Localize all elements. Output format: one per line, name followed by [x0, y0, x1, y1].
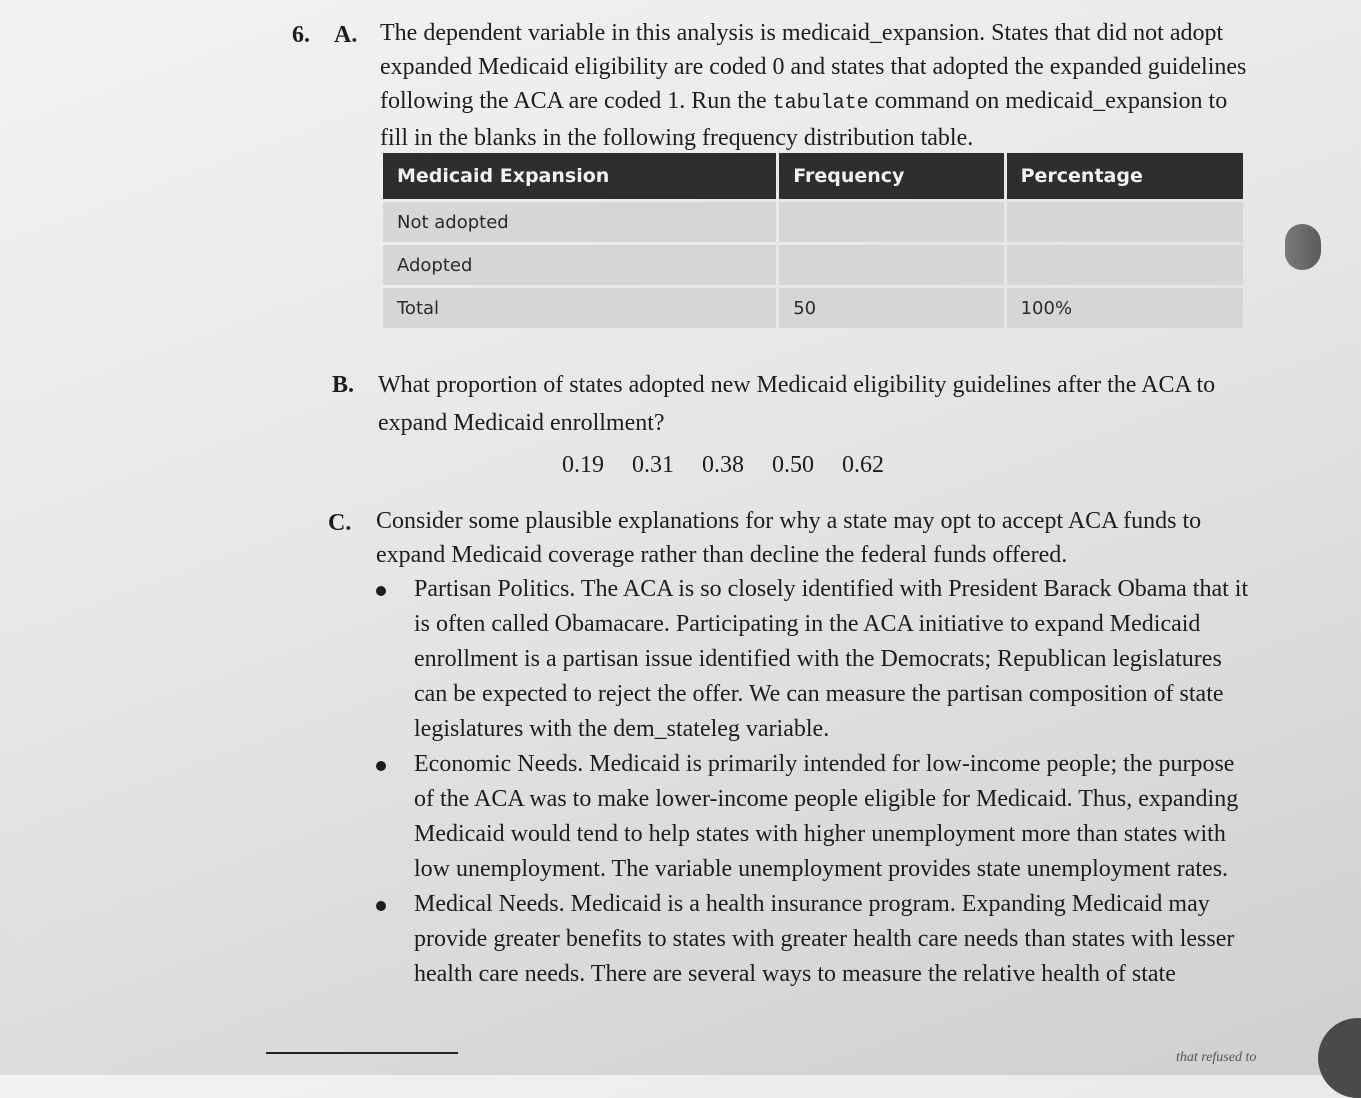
- bullet-text: Economic Needs. Medicaid is primarily intended for low-income people; the purpose of the ACA was to make lower-income people eligible for Medicaid. Thus, expanding Medicaid would tend to help states with higher unemployment more than states with low unemployment. The variable unemployment provides state unemployment rates.: [414, 751, 1239, 882]
- choice: 0.62: [842, 452, 884, 478]
- cell-label: Not adopted: [383, 202, 776, 242]
- list-item: [376, 747, 1256, 887]
- part-b-label: B.: [332, 372, 355, 398]
- part-a-line-3-prefix: following the ACA are coded 1. Run the: [380, 88, 773, 114]
- header-percentage: Percentage: [1007, 153, 1243, 199]
- footnote-rule: [266, 1052, 458, 1054]
- cell-frequency-blank: [779, 202, 1003, 242]
- answer-choices: [562, 452, 906, 479]
- bullet-icon: [376, 586, 386, 596]
- footer-snippet: that refused to: [1176, 1050, 1257, 1065]
- bullet-text: Medical Needs. Medicaid is a health insurance program. Expanding Medicaid may provide greater benefits to states with greater health care needs than states with lesser health care needs. There are several ways to measure the relative health of state: [414, 891, 1235, 987]
- table-row-adopted: [383, 245, 1243, 285]
- cell-frequency-blank: [779, 245, 1003, 285]
- part-c-label: C.: [328, 510, 352, 536]
- part-a-line-3-suffix: command on medicaid_expansion to: [868, 88, 1228, 114]
- cell-percentage: 100%: [1007, 288, 1243, 328]
- frequency-table: [380, 150, 1246, 331]
- choice: 0.31: [632, 452, 674, 478]
- page-tab-icon: [1285, 224, 1321, 270]
- header-frequency: Frequency: [779, 153, 1003, 199]
- question-number: 6.: [292, 22, 310, 48]
- choice: 0.38: [702, 452, 744, 478]
- part-a-line-2: expanded Medicaid eligibility are coded 0 and states that adopted the expanded guidelines: [380, 54, 1247, 80]
- part-b-line-1: What proportion of states adopted new Medicaid eligibility guidelines after the ACA to: [378, 372, 1216, 398]
- choice: 0.19: [562, 452, 604, 478]
- part-c-line-1: Consider some plausible explanations for why a state may opt to accept ACA funds to: [376, 508, 1202, 534]
- part-b-text: [378, 366, 1258, 442]
- part-c-line-2: expand Medicaid coverage rather than decline the federal funds offered.: [376, 542, 1068, 568]
- part-b-line-2: expand Medicaid enrollment?: [378, 410, 665, 436]
- bullet-icon: [376, 901, 386, 911]
- cell-label: Adopted: [383, 245, 776, 285]
- cell-label: Total: [383, 288, 776, 328]
- explanations-list: [376, 572, 1256, 992]
- cell-frequency: 50: [779, 288, 1003, 328]
- tabulate-command: tabulate: [772, 92, 869, 115]
- part-a-line-3: [380, 84, 1260, 121]
- choice: 0.50: [772, 452, 814, 478]
- cell-percentage-blank: [1007, 245, 1243, 285]
- bullet-text: Partisan Politics. The ACA is so closely identified with President Barack Obama that it is often called Obamacare. Participating in the ACA initiative to expand Medicaid enrollment is a partisan issue identified with the Democrats; Republican legislatures can be expected to reject the offer. We can measure the partisan composition of state legislatures with the dem_stateleg variable.: [414, 576, 1249, 742]
- corner-shadow-icon: [1318, 1018, 1361, 1098]
- part-a-line-1: The dependent variable in this analysis is medicaid_expansion. States that did not adopt: [380, 20, 1224, 46]
- part-a-line-4: fill in the blanks in the following frequency distribution table.: [380, 125, 974, 151]
- table-header-row: [383, 153, 1243, 199]
- table-row-not-adopted: [383, 202, 1243, 242]
- part-c-text: [376, 504, 1256, 572]
- list-item: [376, 572, 1256, 747]
- header-medicaid-expansion: Medicaid Expansion: [383, 153, 776, 199]
- part-a-text: [380, 16, 1260, 155]
- list-item: [376, 887, 1256, 992]
- table-row-total: [383, 288, 1243, 328]
- cell-percentage-blank: [1007, 202, 1243, 242]
- part-a-label: A.: [334, 22, 358, 48]
- bullet-icon: [376, 761, 386, 771]
